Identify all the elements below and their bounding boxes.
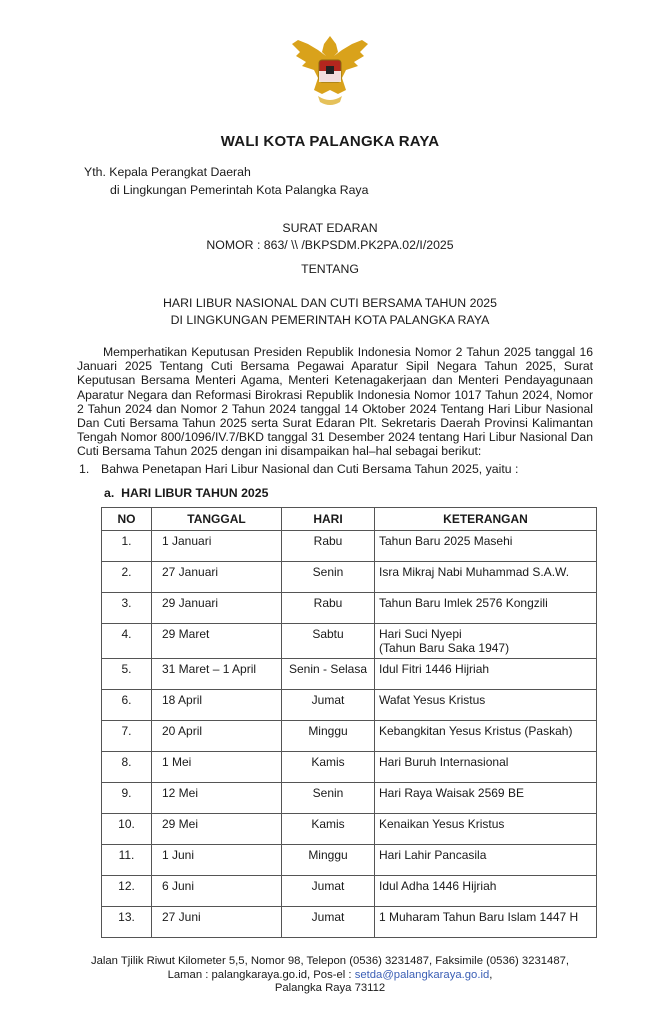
table-row [102,624,597,659]
row-description-text: Wafat Yesus Kristus [379,693,486,707]
table-row [102,907,597,938]
intro-paragraph: Memperhatikan Keputusan Presiden Republik Indonesia Nomor 2 Tahun 2025 tanggal 16 Januari 2025 Tentang Cuti Bersama Pegawai Aparatur Sipil Negara Tahun 2025, Surat Keputusan Bersama Menteri Agama, Menteri Ketenagakerjaan dan Menteri Pendayagunaan Aparatur Negara dan Reformasi Birokrasi Republik Indonesia Nomor 1017 Tahun 2024, Nomor 2 Tahun 2024 dan Nomor 2 Tahun 2024 tanggal 14 Oktober 2024 Tentang Hari Libur Nasional Dan Cuti Bersama Tahun 2025 serta Surat Edaran Plt. Sekretaris Daerah Provinsi Kalimantan Tengah Nomor 800/1096/IV.7/BKD tanggal 31 Desember 2024 tentang Hari Libur Nasional Dan Cuti Bersama Tahun 2025 dengan ini disampaikan hal–hal sebagai berikut: [77,345,593,459]
row-date [152,876,282,907]
row-date-text: 6 Juni [162,879,195,893]
row-description-text: Hari Lahir Pancasila [379,848,487,862]
row-day-text: Jumat [311,879,345,893]
row-day-text: Senin - Selasa [288,662,368,676]
row-description [375,562,597,593]
row-date [152,907,282,938]
row-no-text: 1. [121,534,132,548]
row-date-text: 27 Januari [162,565,219,579]
row-description-text: Idul Adha 1446 Hijriah [379,879,497,893]
row-day [282,690,375,721]
table-row [102,659,597,690]
item-1-text: Bahwa Penetapan Hari Libur Nasional dan Cuti Bersama Tahun 2025, yaitu : [101,462,519,476]
row-no [102,562,152,593]
item-1-number: 1. [79,462,90,476]
row-day [282,531,375,562]
row-day-text: Minggu [308,724,348,738]
table-row [102,531,597,562]
row-date [152,690,282,721]
row-description [375,876,597,907]
row-no [102,876,152,907]
row-description [375,624,597,659]
row-no [102,624,152,659]
row-description [375,783,597,814]
row-no-text: 6. [121,693,132,707]
row-day-text: Rabu [313,596,343,610]
letter-subject-2: DI LINGKUNGAN PEMERINTAH KOTA PALANGKA RAYA [170,313,490,327]
table-row [102,752,597,783]
row-date-text: 20 April [162,724,203,738]
row-date-text: 1 Juni [162,848,195,862]
row-no-text: 10. [118,817,135,831]
row-description [375,907,597,938]
recipient-line-1: Yth. Kepala Perangkat Daerah [84,165,251,179]
row-no [102,659,152,690]
row-day [282,845,375,876]
row-no-text: 5. [121,662,132,676]
table-row [102,845,597,876]
letter-subject-1: HARI LIBUR NASIONAL DAN CUTI BERSAMA TAHUN 2025 [163,296,497,310]
row-day-text: Kamis [311,817,345,831]
row-day-text: Kamis [311,755,345,769]
row-day [282,593,375,624]
row-description-text: Tahun Baru 2025 Masehi [379,534,513,548]
letter-about: TENTANG [301,262,359,276]
row-date-text: 31 Maret – 1 April [162,662,257,676]
header-hari: HARI [282,508,375,531]
row-day [282,907,375,938]
header-no: NO [102,508,152,531]
row-no-text: 12. [118,879,135,893]
row-day [282,659,375,690]
email-link[interactable]: setda@palangkaraya.go.id [354,968,490,981]
row-day [282,562,375,593]
row-day-text: Minggu [308,848,348,862]
row-no-text: 13. [118,910,135,924]
table-row [102,814,597,845]
row-day [282,783,375,814]
row-date-text: 1 Januari [162,534,212,548]
row-no [102,845,152,876]
row-description-text: Hari Suci Nyepi [379,627,462,641]
row-date [152,783,282,814]
row-description-text: Hari Raya Waisak 2569 BE [379,786,524,800]
row-description [375,531,597,562]
holiday-table [101,507,597,938]
row-no [102,814,152,845]
row-description-text: Kenaikan Yesus Kristus [379,817,505,831]
row-date [152,721,282,752]
table-row [102,721,597,752]
row-no-text: 8. [121,755,132,769]
header-keterangan: KETERANGAN [375,508,597,531]
row-no [102,783,152,814]
header-tanggal: TANGGAL [152,508,282,531]
row-no-text: 4. [121,627,132,641]
row-day [282,721,375,752]
table-row [102,562,597,593]
row-description-text: Hari Buruh Internasional [379,755,509,769]
footer-line-1: Jalan Tjilik Riwut Kilometer 5,5, Nomor 98, Telepon (0536) 3231487, Faksimile (0536) 3231487, [90,955,570,967]
row-date-text: 1 Mei [162,755,192,769]
row-no-text: 9. [121,786,132,800]
footer-line-2 [0,969,660,983]
letter-number: NOMOR : 863/ \\ /BKPSDM.PK2PA.02/I/2025 [206,238,454,252]
row-date-text: 18 April [162,693,203,707]
letterhead-title: WALI KOTA PALANGKA RAYA [220,133,440,150]
letter-type: SURAT EDARAN [282,221,378,235]
row-date [152,752,282,783]
table-row [102,593,597,624]
row-day-text: Sabtu [312,627,344,641]
table-row [102,783,597,814]
row-description [375,845,597,876]
row-no-text: 11. [118,848,135,862]
row-description [375,814,597,845]
row-date [152,659,282,690]
row-description [375,593,597,624]
row-description-text: Tahun Baru Imlek 2576 Kongzili [379,596,548,610]
row-description [375,752,597,783]
row-description-text: Isra Mikraj Nabi Muhammad S.A.W. [379,565,570,579]
row-description [375,690,597,721]
row-date-text: 12 Mei [162,786,199,800]
row-date [152,593,282,624]
table-row [102,690,597,721]
row-date [152,624,282,659]
row-day [282,876,375,907]
row-day-text: Jumat [311,910,345,924]
row-date [152,562,282,593]
recipient-line-2: di Lingkungan Pemerintah Kota Palangka Raya [110,183,369,197]
row-description-note: (Tahun Baru Saka 1947) [379,641,510,655]
row-date [152,814,282,845]
row-date-text: 29 Januari [162,596,219,610]
row-no-text: 3. [121,596,132,610]
row-no [102,907,152,938]
row-no [102,752,152,783]
footer-line-3: Palangka Raya 73112 [274,982,386,994]
row-date [152,531,282,562]
row-date-text: 29 Maret [162,627,210,641]
row-date-text: 29 Mei [162,817,199,831]
garuda-emblem-icon [288,30,372,114]
row-date [152,845,282,876]
row-date-text: 27 Juni [162,910,201,924]
row-description-text: Idul Fitri 1446 Hijriah [379,662,490,676]
row-day-text: Jumat [311,693,345,707]
row-no-text: 7. [121,724,132,738]
row-day-text: Rabu [313,534,343,548]
row-description [375,659,597,690]
footer-site-label: Laman : palangkaraya.go.id, Pos-el : [167,968,355,981]
row-description-text: Kebangkitan Yesus Kristus (Paskah) [379,724,573,738]
row-no [102,531,152,562]
row-day-text: Senin [312,786,344,800]
table-row [102,876,597,907]
row-description-text: 1 Muharam Tahun Baru Islam 1447 H [379,910,579,924]
subsection-a-title: a. HARI LIBUR TAHUN 2025 [104,486,269,500]
row-day [282,752,375,783]
footer-address [0,955,660,996]
table-header-row [102,508,597,531]
row-no-text: 2. [121,565,132,579]
row-day [282,624,375,659]
footer-comma: , [489,968,493,981]
row-day-text: Senin [312,565,344,579]
row-no [102,721,152,752]
row-day [282,814,375,845]
row-no [102,593,152,624]
row-no [102,690,152,721]
row-description [375,721,597,752]
